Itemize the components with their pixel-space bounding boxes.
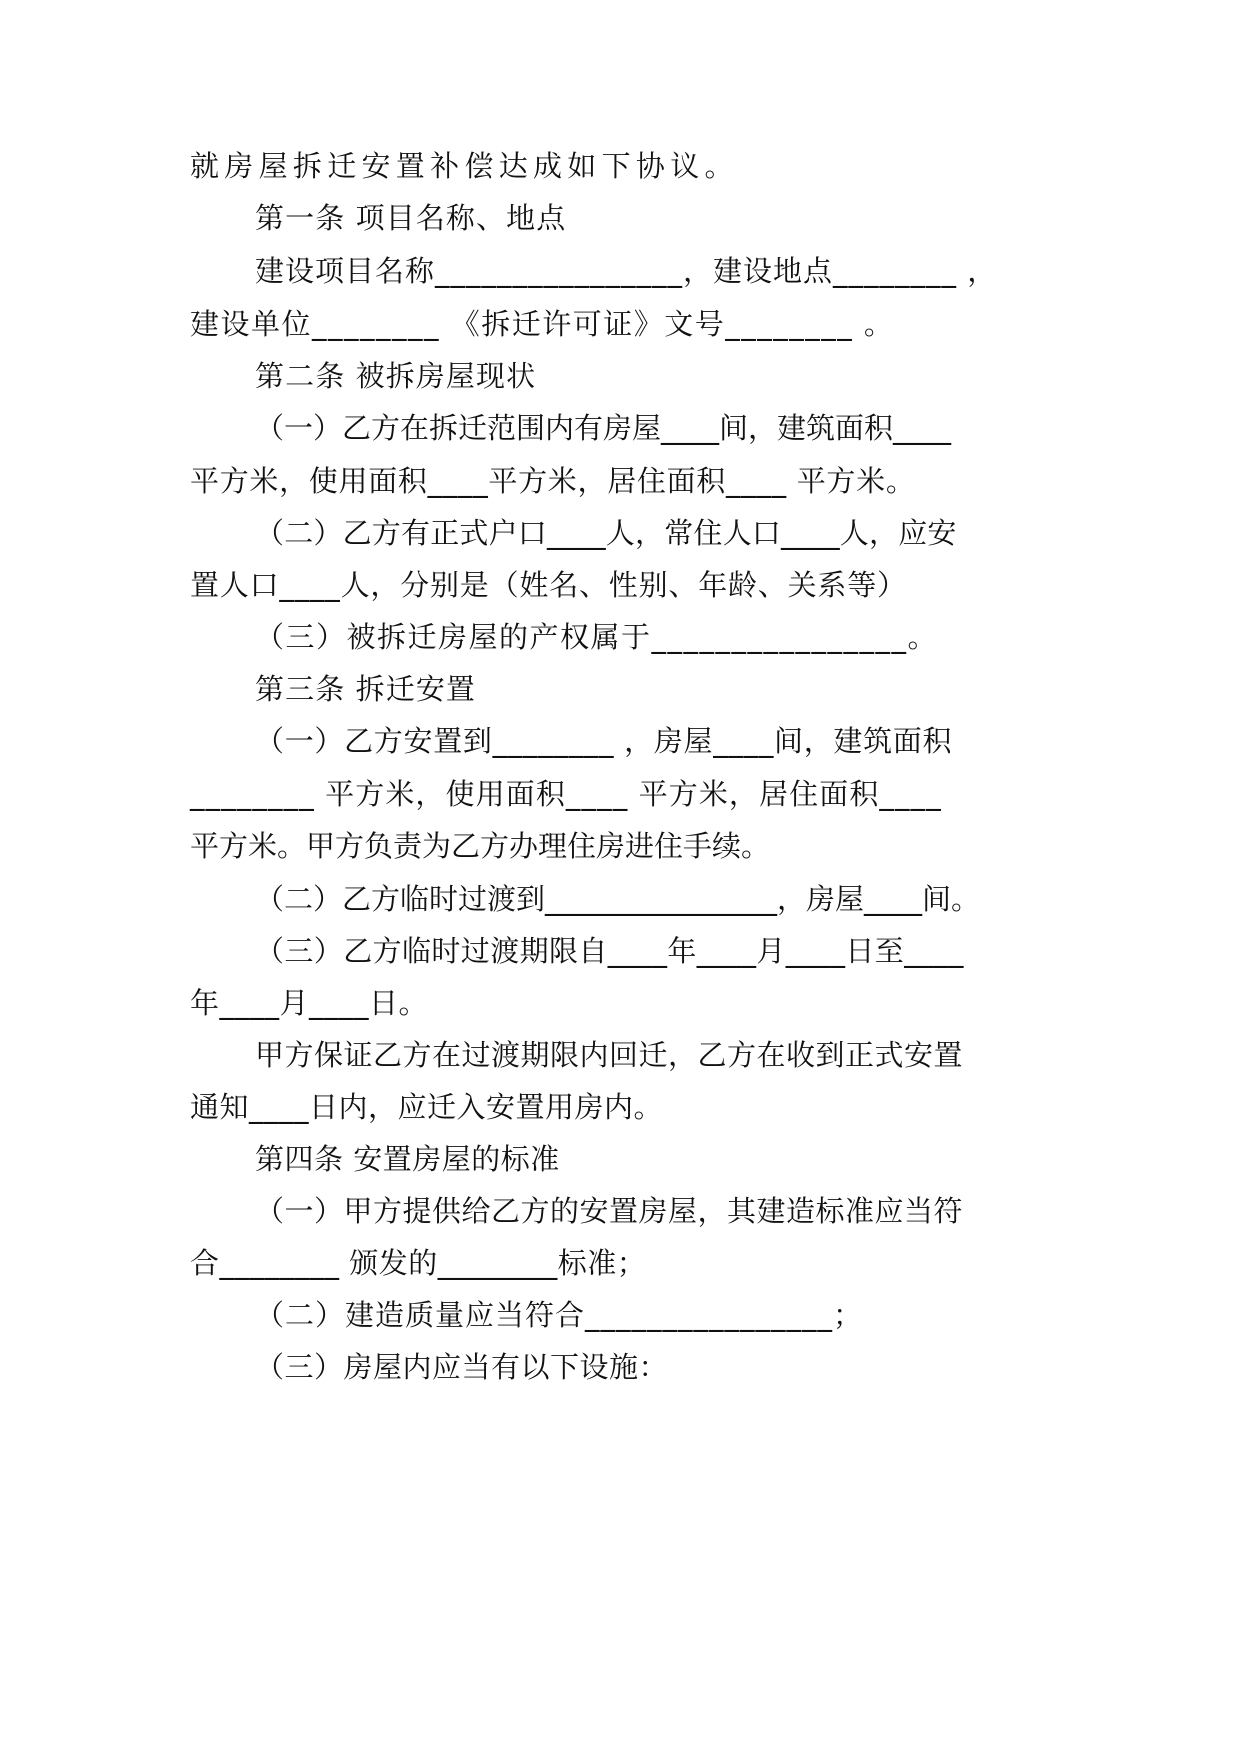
section-heading: 第二条 被拆房屋现状 <box>255 359 537 393</box>
paragraph-line: （一）乙方安置到________ ，房屋____间，建筑面积 <box>255 724 953 758</box>
section-heading: 第三条 拆迁安置 <box>255 672 477 706</box>
paragraph-line: （二）建造质量应当符合________________； <box>255 1298 864 1332</box>
paragraph-line: （三）被拆迁房屋的产权属于________________。 <box>255 620 939 654</box>
section-heading: 第四条 安置房屋的标准 <box>255 1142 560 1176</box>
paragraph-line: 平方米。甲方负责为乙方办理住房进住手续。 <box>190 829 771 863</box>
paragraph-line: 合________ 颁发的________标准； <box>190 1246 647 1280</box>
paragraph-line: （二）乙方有正式户口____人，常住人口____人，应安 <box>255 516 957 550</box>
paragraph-line: （三）房屋内应当有以下设施： <box>255 1350 669 1384</box>
paragraph-line: （三）乙方临时过渡期限自____年____月____日至____ <box>255 934 964 968</box>
paragraph-line: （一）甲方提供给乙方的安置房屋，其建造标准应当符 <box>255 1194 964 1228</box>
paragraph-line: 建设项目名称________________，建设地点________ ， <box>255 254 998 288</box>
paragraph-line: 甲方保证乙方在过渡期限内回迁，乙方在收到正式安置 <box>255 1038 964 1072</box>
paragraph-line: 平方米，使用面积____平方米，居住面积____ 平方米。 <box>190 464 916 498</box>
paragraph-line: （二）乙方临时过渡到________________，房屋____间。 <box>255 882 981 916</box>
paragraph-line: 年____月____日。 <box>190 986 429 1020</box>
paragraph-line: 置人口____人，分别是（姓名、性别、年龄、关系等） <box>190 568 907 602</box>
paragraph-line: 通知____日内，应迁入安置用房内。 <box>190 1090 664 1124</box>
paragraph-line: 就房屋拆迁安置补偿达成如下协议。 <box>190 149 739 183</box>
paragraph-line: 建设单位________ 《拆迁许可证》文号________ 。 <box>190 307 895 341</box>
paragraph-line: ________ 平方米，使用面积____ 平方米，居住面积____ <box>190 777 942 811</box>
section-heading: 第一条 项目名称、地点 <box>255 201 567 235</box>
paragraph-line: （一）乙方在拆迁范围内有房屋____间，建筑面积____ <box>255 411 952 445</box>
